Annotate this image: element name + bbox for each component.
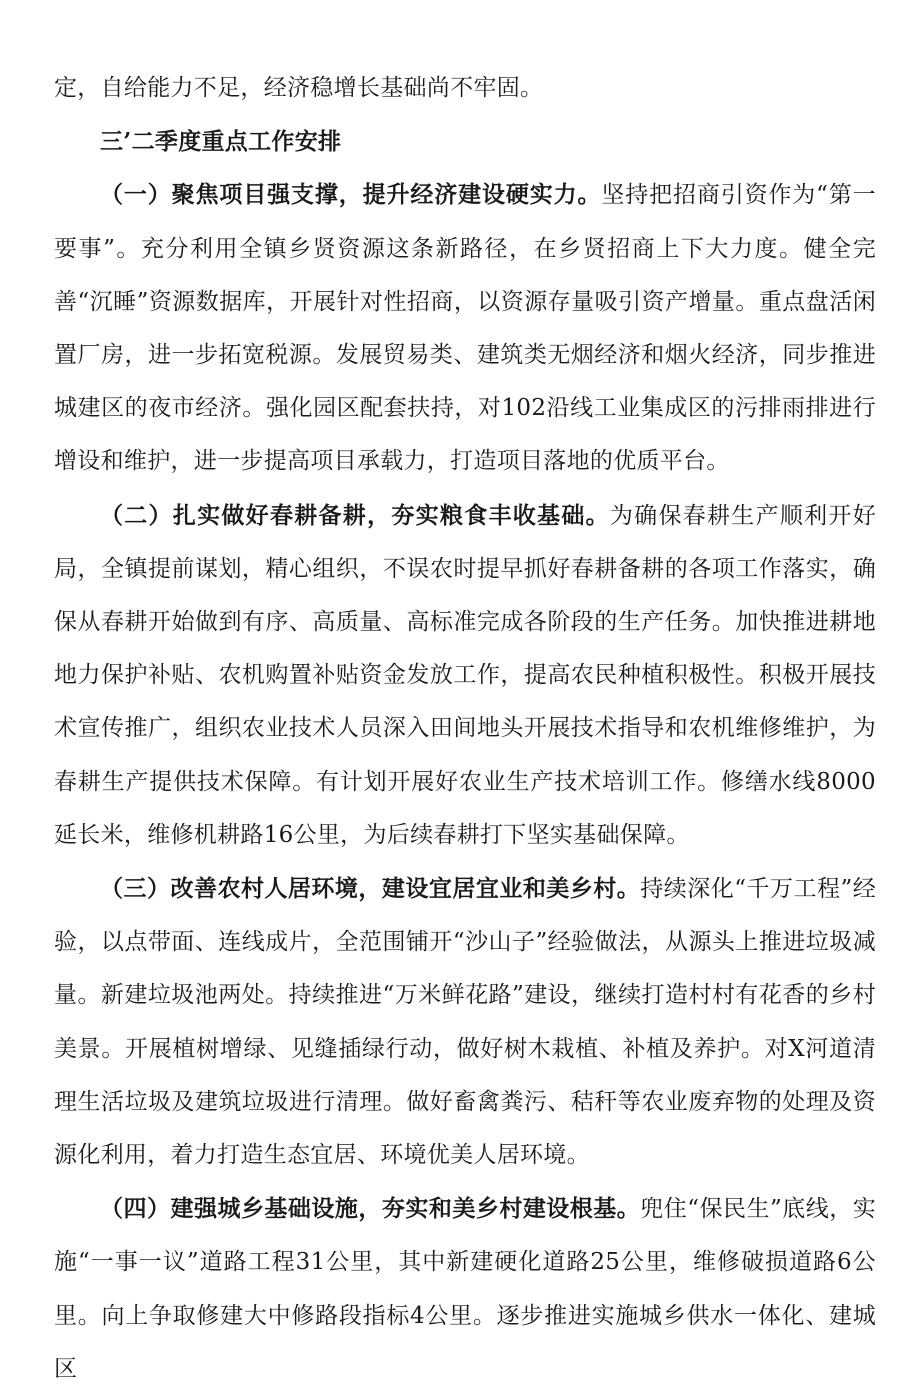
paragraph-2-lead: （二）扎实做好春耕备耕，夯实粮食丰收基础。	[100, 501, 610, 529]
section-heading: 三’二季度重点工作安排	[100, 128, 342, 156]
document-body	[54, 62, 876, 1396]
paragraph-1-lead: （一）聚焦项目强支撑，提升经济建设硬实力。	[100, 181, 602, 209]
paragraph-4	[54, 1182, 876, 1396]
paragraph-3	[54, 862, 876, 1182]
paragraph-4-lead: （四）建强城乡基础设施，夯实和美乡村建设根基。	[100, 1195, 641, 1223]
paragraph-1-body: 坚持把招商引资作为“第一要事”。充分利用全镇乡贤资源这条新路径，在乡贤招商上下大力度。健全完善“沉睡”资源数据库，开展针对性招商，以资源存量吸引资产增量。重点盘活闲置厂房，进一步拓宽税源。发展贸易类、建筑类无烟经济和烟火经济，同步推进城建区的夜市经济。强化园区配套扶持，对102沿线工业集成区的污排雨排进行增设和维护，进一步提高项目承载力，打造项目落地的优质平台。	[54, 182, 876, 475]
paragraph-1	[54, 168, 876, 488]
paragraph-2-body: 为确保春耕生产顺利开好局，全镇提前谋划，精心组织，不误农时提早抓好春耕备耕的各项工作落实，确保从春耕开始做到有序、高质量、高标准完成各阶段的生产任务。加快推进耕地地力保护补贴、农机购置补贴资金发放工作，提高农民种植积极性。积极开展技术宣传推广，组织农业技术人员深入田间地头开展技术指导和农机维修维护，为春耕生产提供技术保障。有计划开展好农业生产技术培训工作。修缮水线8000延长米，维修机耕路16公里，为后续春耕打下坚实基础保障。	[54, 502, 876, 848]
paragraph-3-body: 持续深化“千万工程”经验，以点带面、连线成片，全范围铺开“沙山子”经验做法，从源头上推进垃圾减量。新建垃圾池两处。持续推进“万米鲜花路”建设，继续打造村村有花香的乡村美景。开展植树增绿、见缝插绿行动，做好树木栽植、补植及养护。对X河道清理生活垃圾及建筑垃圾进行清理。做好畜禽粪污、秸秆等农业废弃物的处理及资源化利用，着力打造生态宜居、环境优美人居环境。	[54, 876, 876, 1169]
paragraph-3-lead: （三）改善农村人居环境，建设宜居宜业和美乡村。	[100, 875, 641, 903]
paragraph-2	[54, 489, 876, 862]
continuation-text: 定，自给能力不足，经济稳增长基础尚不牢固。	[54, 75, 544, 101]
paragraph-4-body: 兜住“保民生”底线，实施“一事一议”道路工程31公里，其中新建硬化道路25公里，维修破损道路6公里。向上争取修建大中修路段指标4公里。逐步推进实施城乡供水一体化、建城区	[54, 1196, 876, 1382]
